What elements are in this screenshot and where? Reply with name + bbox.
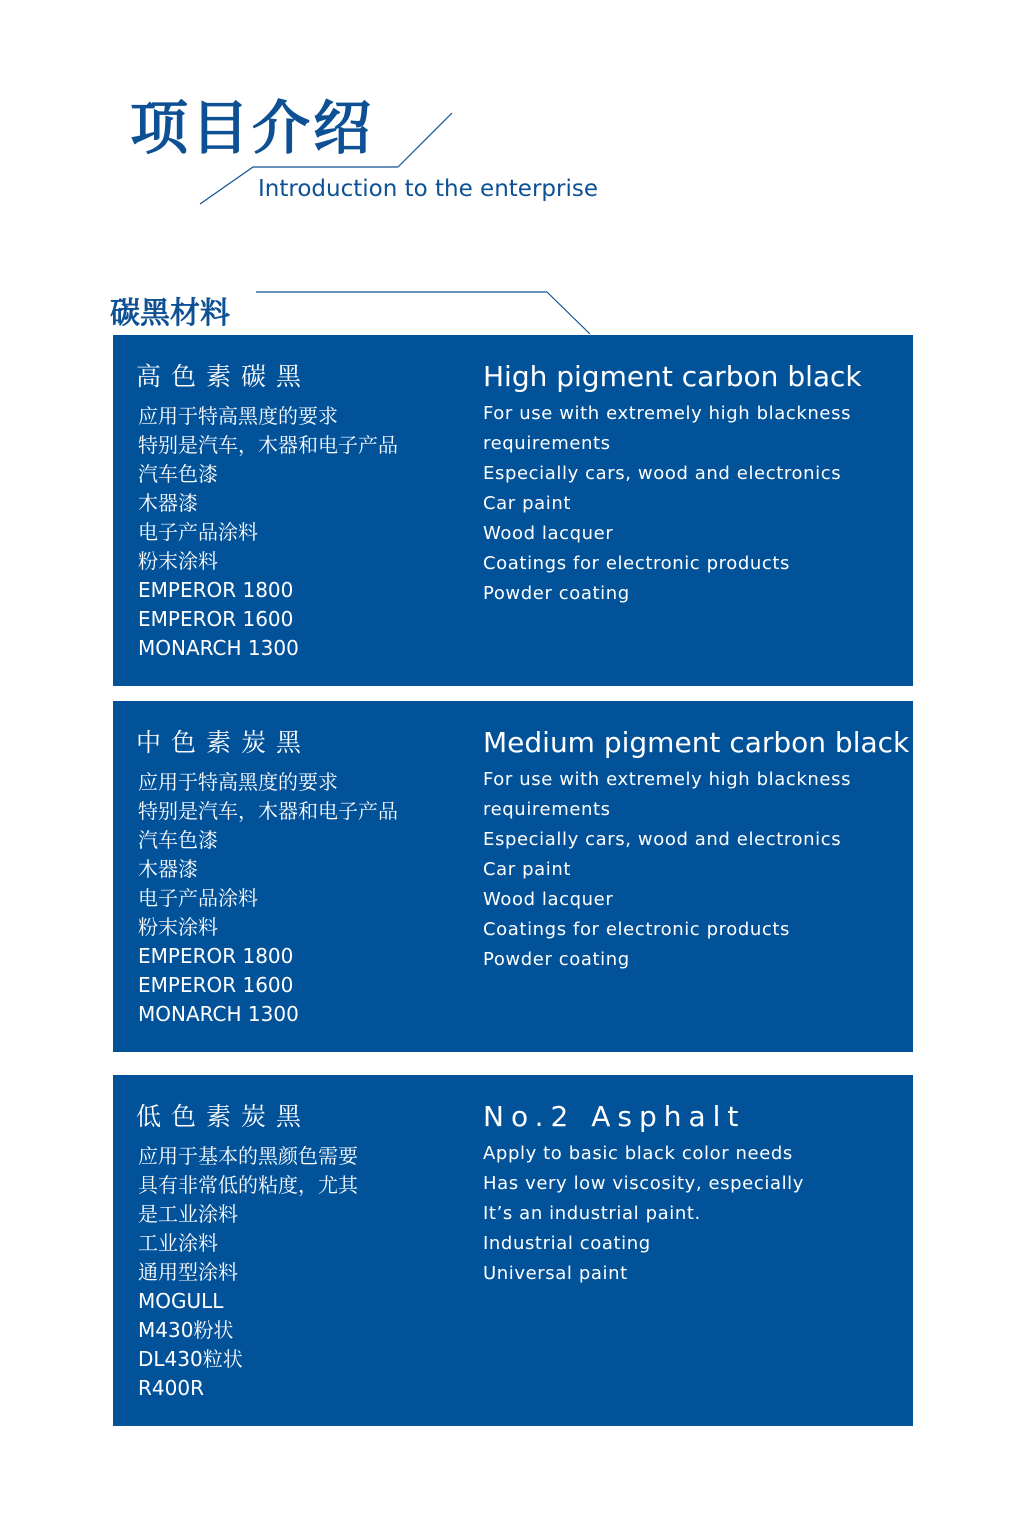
list-item: 粉末涂料 [138, 915, 218, 939]
list-item: Coatings for electronic products [483, 919, 791, 940]
list-item: requirements [483, 433, 611, 454]
list-item: Especially cars, wood and electronics [483, 463, 842, 484]
list-item: Universal paint [483, 1263, 628, 1284]
panel-medium-pigment [113, 701, 913, 1052]
page-title: 项目介绍 [130, 94, 375, 162]
list-item: 汽车色漆 [138, 462, 218, 486]
panel-en-title: Medium pigment carbon black [483, 726, 910, 759]
list-item: R400R [138, 1376, 204, 1400]
list-item: 具有非常低的粘度，尤其 [138, 1173, 358, 1197]
decorative-lines [0, 0, 1024, 340]
panel-en-title: High pigment carbon black [483, 360, 862, 393]
list-item: DL430粒状 [138, 1347, 243, 1371]
panel-high-pigment [113, 335, 913, 686]
list-item: Powder coating [483, 583, 630, 604]
list-item: EMPEROR 1800 [138, 578, 294, 602]
panel-cn-list [138, 768, 398, 1029]
list-item: 电子产品涂料 [138, 520, 258, 544]
list-item: 应用于特高黑度的要求 [138, 770, 338, 794]
list-item: 工业涂料 [138, 1231, 218, 1255]
list-item: EMPEROR 1600 [138, 607, 294, 631]
panel-cn-title: 中色素炭黑 [136, 728, 312, 757]
panel-en-list [483, 765, 851, 975]
page-subtitle: Introduction to the enterprise [258, 176, 598, 202]
list-item: MOGULL [138, 1289, 224, 1313]
list-item: 粉末涂料 [138, 549, 218, 573]
header-diagonal-upper [398, 113, 452, 167]
list-item: Coatings for electronic products [483, 553, 791, 574]
list-item: 电子产品涂料 [138, 886, 258, 910]
list-item: 应用于特高黑度的要求 [138, 404, 338, 428]
header-diagonal-lower [200, 167, 253, 204]
list-item: Powder coating [483, 949, 630, 970]
list-item: For use with extremely high blackness [483, 769, 852, 790]
panel-cn-title: 高色素碳黑 [136, 362, 312, 391]
list-item: MONARCH 1300 [138, 1002, 299, 1026]
list-item: Wood lacquer [483, 889, 614, 910]
list-item: M430粉状 [138, 1318, 234, 1342]
list-item: Has very low viscosity, especially [483, 1173, 805, 1194]
list-item: It’s an industrial paint. [483, 1203, 701, 1224]
list-item: 特别是汽车，木器和电子产品 [138, 799, 398, 823]
panel-en-list [483, 399, 851, 609]
list-item: Apply to basic black color needs [483, 1143, 793, 1164]
list-item: Especially cars, wood and electronics [483, 829, 842, 850]
list-item: For use with extremely high blackness [483, 403, 852, 424]
list-item: Wood lacquer [483, 523, 614, 544]
panel-en-title: No.2 Asphalt [483, 1100, 746, 1133]
list-item: MONARCH 1300 [138, 636, 299, 660]
list-item: EMPEROR 1800 [138, 944, 294, 968]
list-item: Industrial coating [483, 1233, 651, 1254]
list-item: EMPEROR 1600 [138, 973, 294, 997]
list-item: 应用于基本的黑颜色需要 [138, 1144, 358, 1168]
list-item: Car paint [483, 493, 572, 514]
panel-cn-title: 低色素炭黑 [136, 1102, 312, 1131]
panel-cn-list [138, 1142, 358, 1403]
section-line-diagonal [547, 292, 590, 334]
list-item: 通用型涂料 [138, 1260, 238, 1284]
list-item: requirements [483, 799, 611, 820]
list-item: 是工业涂料 [138, 1202, 238, 1226]
list-item: 特别是汽车，木器和电子产品 [138, 433, 398, 457]
list-item: 木器漆 [138, 857, 198, 881]
list-item: Car paint [483, 859, 572, 880]
list-item: 汽车色漆 [138, 828, 218, 852]
section-title: 碳黑材料 [110, 296, 230, 331]
panel-cn-list [138, 402, 398, 663]
list-item: 木器漆 [138, 491, 198, 515]
panel-en-list [483, 1139, 804, 1289]
panel-low-pigment [113, 1075, 913, 1426]
